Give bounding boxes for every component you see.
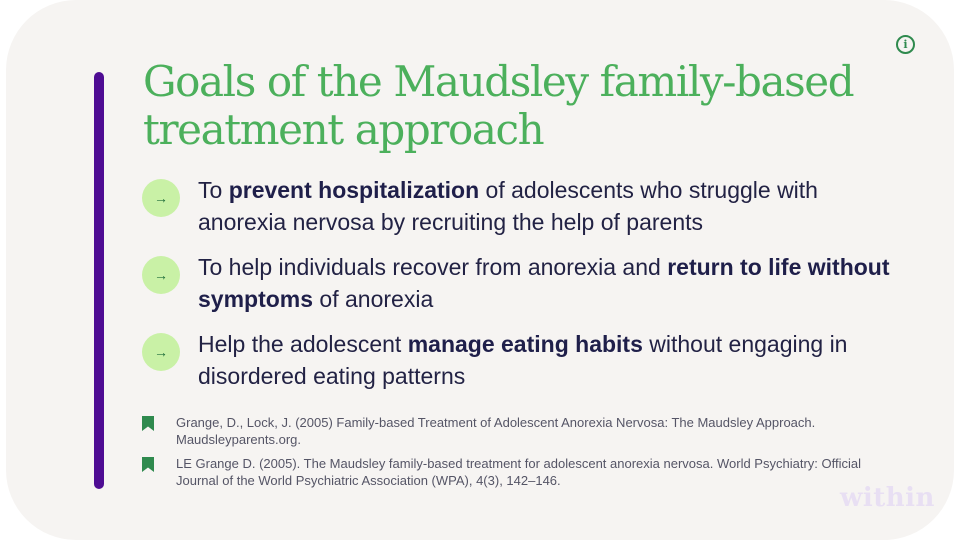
bookmark-icon [142, 416, 154, 431]
slide [6, 0, 954, 540]
bullet-item [142, 328, 902, 392]
reference-item [142, 414, 862, 448]
bullet-text: To prevent hospitalization of adolescents who struggle with anorexia nervosa by recruiting the help of parents [198, 177, 818, 235]
bullet-text: To help individuals recover from anorexia and return to life without symptoms of anorexia [198, 254, 890, 312]
bookmark-icon [142, 457, 154, 472]
info-icon[interactable]: i [896, 35, 915, 54]
arrow-right-icon: → [142, 256, 180, 294]
bullet-list [142, 174, 902, 405]
reference-text: LE Grange D. (2005). The Maudsley family-based treatment for adolescent anorexia nervosa. World Psychiatry: Official Journal of the World Psychiatric Association (WPA), 4(3), 142–146. [176, 456, 861, 488]
arrow-right-icon: → [142, 179, 180, 217]
arrow-right-icon: → [142, 333, 180, 371]
bullet-item [142, 174, 902, 238]
reference-item [142, 455, 862, 489]
bullet-text: Help the adolescent manage eating habits without engaging in disordered eating patterns [198, 331, 848, 389]
reference-text: Grange, D., Lock, J. (2005) Family-based Treatment of Adolescent Anorexia Nervosa: The Maudsley Approach. Maudsleyparents.org. [176, 415, 816, 447]
bullet-item [142, 251, 902, 315]
accent-bar [94, 72, 104, 489]
slide-title: Goals of the Maudsley family-based treatment approach [143, 57, 854, 154]
references [142, 414, 862, 496]
brand-logo: within [840, 483, 935, 513]
